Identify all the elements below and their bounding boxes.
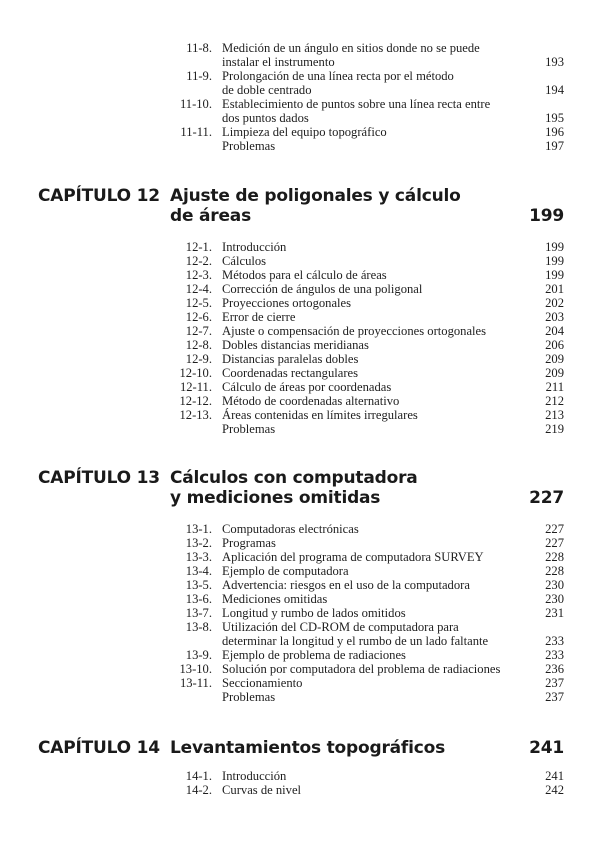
page-number: 194 — [545, 83, 564, 97]
section-title: Áreas contenidas en límites irregulares — [222, 408, 418, 422]
page-number: 212 — [545, 394, 564, 408]
toc-entry — [0, 380, 600, 394]
chapter-page-number: 227 — [529, 488, 564, 508]
section-number: 12-8. — [185, 338, 212, 352]
section-title: Seccionamiento — [222, 676, 303, 690]
chapter-label: CAPÍTULO 12 — [38, 186, 160, 206]
toc-entry — [0, 296, 600, 310]
page-number: 230 — [545, 578, 564, 592]
page-number: 241 — [545, 769, 564, 783]
toc-entry — [0, 310, 600, 324]
page-number: 236 — [545, 662, 564, 676]
section-title: instalar el instrumento — [222, 55, 335, 69]
section-number: 12-11. — [179, 380, 212, 394]
page-number: 211 — [545, 380, 564, 394]
section-number: 13-5. — [185, 578, 212, 592]
section-title: Cálculos — [222, 254, 267, 268]
section-number: 11-9. — [186, 69, 212, 83]
section-number: 13-4. — [185, 564, 212, 578]
section-number: 13-1. — [185, 522, 212, 536]
toc-entry — [0, 338, 600, 352]
toc-entry — [0, 578, 600, 592]
section-title: Prolongación de una línea recta por el método — [222, 69, 454, 83]
toc-entry — [0, 41, 600, 55]
chapter-page-number: 241 — [529, 738, 564, 758]
chapter-label: CAPÍTULO 13 — [38, 468, 160, 488]
section-number: 11-11. — [180, 125, 212, 139]
toc-entry — [0, 783, 600, 797]
chapter-label: CAPÍTULO 14 — [38, 738, 160, 758]
section-title: Medición de un ángulo en sitios donde no se puede — [222, 41, 480, 55]
toc-entry-continuation — [0, 83, 600, 97]
section-title: Problemas — [222, 690, 276, 704]
section-title: Distancias paralelas dobles — [222, 352, 359, 366]
page-number: 206 — [545, 338, 564, 352]
section-number: 12-3. — [185, 268, 212, 282]
toc-entry — [0, 522, 600, 536]
section-number: 13-2. — [185, 536, 212, 550]
page-number: 199 — [545, 254, 564, 268]
toc-entry — [0, 606, 600, 620]
section-number: 12-7. — [185, 324, 212, 338]
section-number: 13-11. — [179, 676, 212, 690]
section-number: 13-10. — [179, 662, 212, 676]
toc-entry — [0, 550, 600, 564]
section-number: 14-2. — [185, 783, 212, 797]
section-title: Proyecciones ortogonales — [222, 296, 352, 310]
chapter-title: y mediciones omitidas — [170, 488, 381, 508]
page-number: 213 — [545, 408, 564, 422]
toc-entry — [0, 282, 600, 296]
section-title: Métodos para el cálculo de áreas — [222, 268, 387, 282]
page-number: 202 — [545, 296, 564, 310]
section-title: Cálculo de áreas por coordenadas — [222, 380, 392, 394]
page-number: 204 — [545, 324, 564, 338]
section-number: 12-6. — [185, 310, 212, 324]
section-title: dos puntos dados — [222, 111, 309, 125]
section-title: Corrección de ángulos de una poligonal — [222, 282, 423, 296]
toc-entry — [0, 366, 600, 380]
section-number: 11-10. — [179, 97, 212, 111]
section-number: 12-1. — [185, 240, 212, 254]
section-title: Error de cierre — [222, 310, 296, 324]
section-title: Utilización del CD-ROM de computadora para — [222, 620, 459, 634]
section-number: 14-1. — [185, 769, 212, 783]
page-number: 228 — [545, 550, 564, 564]
section-title: Mediciones omitidas — [222, 592, 328, 606]
toc-entry — [0, 408, 600, 422]
section-number: 11-8. — [186, 41, 212, 55]
page-number: 195 — [545, 111, 564, 125]
toc-entry — [0, 648, 600, 662]
toc-entry — [0, 394, 600, 408]
section-title: Ajuste o compensación de proyecciones ortogonales — [222, 324, 487, 338]
toc-entry — [0, 97, 600, 111]
chapter-title: Ajuste de poligonales y cálculo — [170, 186, 461, 206]
page-number: 219 — [545, 422, 564, 436]
section-title: de doble centrado — [222, 83, 312, 97]
section-number: 12-4. — [185, 282, 212, 296]
page-number: 201 — [545, 282, 564, 296]
section-title: Solución por computadora del problema de radiaciones — [222, 662, 501, 676]
toc-entry — [0, 125, 600, 139]
chapter-title: Cálculos con computadora — [170, 468, 418, 488]
section-title: Ejemplo de problema de radiaciones — [222, 648, 406, 662]
toc-entry — [0, 352, 600, 366]
toc-entry — [0, 324, 600, 338]
page-number: 197 — [545, 139, 564, 153]
chapter-page-number: 199 — [529, 206, 564, 226]
section-number: 13-6. — [185, 592, 212, 606]
toc-entry — [0, 254, 600, 268]
section-title: Establecimiento de puntos sobre una línea recta entre — [222, 97, 491, 111]
page-number: 227 — [545, 536, 564, 550]
page-number: 193 — [545, 55, 564, 69]
page-number: 227 — [545, 522, 564, 536]
section-number: 13-9. — [185, 648, 212, 662]
toc-entry — [0, 240, 600, 254]
section-title: Problemas — [222, 422, 276, 436]
section-title: Programas — [222, 536, 276, 550]
toc-entry-continuation — [0, 111, 600, 125]
section-title: Longitud y rumbo de lados omitidos — [222, 606, 406, 620]
section-title: Dobles distancias meridianas — [222, 338, 369, 352]
section-number: 12-2. — [185, 254, 212, 268]
section-number: 13-7. — [185, 606, 212, 620]
page-number: 237 — [545, 690, 564, 704]
page-number: 199 — [545, 268, 564, 282]
section-number: 12-5. — [185, 296, 212, 310]
section-title: Ejemplo de computadora — [222, 564, 349, 578]
section-number: 12-13. — [179, 408, 212, 422]
toc-entry — [0, 592, 600, 606]
toc-entry — [0, 662, 600, 676]
toc-entry — [0, 268, 600, 282]
page-number: 228 — [545, 564, 564, 578]
section-title: Limpieza del equipo topográfico — [222, 125, 387, 139]
section-title: Curvas de nivel — [222, 783, 302, 797]
section-number: 12-12. — [179, 394, 212, 408]
page-number: 231 — [545, 606, 564, 620]
toc-entry-continuation — [0, 634, 600, 648]
page-number: 196 — [545, 125, 564, 139]
page-number: 230 — [545, 592, 564, 606]
section-title: Método de coordenadas alternativo — [222, 394, 400, 408]
toc-entry — [0, 620, 600, 634]
section-title: Computadoras electrónicas — [222, 522, 359, 536]
toc-entry — [0, 564, 600, 578]
toc-entry — [0, 422, 600, 436]
section-title: Coordenadas rectangulares — [222, 366, 359, 380]
section-title: Introducción — [222, 240, 287, 254]
toc-entry-continuation — [0, 55, 600, 69]
page-number: 242 — [545, 783, 564, 797]
section-number: 13-8. — [185, 620, 212, 634]
section-title: Aplicación del programa de computadora SURVEY — [222, 550, 484, 564]
page-number: 209 — [545, 352, 564, 366]
section-title: Advertencia: riesgos en el uso de la computadora — [222, 578, 470, 592]
page-number: 199 — [545, 240, 564, 254]
chapter-title: de áreas — [170, 206, 251, 226]
page-number: 233 — [545, 634, 564, 648]
toc-entry — [0, 139, 600, 153]
section-number: 12-9. — [185, 352, 212, 366]
page-number: 209 — [545, 366, 564, 380]
section-title: Introducción — [222, 769, 287, 783]
toc-entry — [0, 69, 600, 83]
toc-entry — [0, 676, 600, 690]
page-number: 203 — [545, 310, 564, 324]
toc-entry — [0, 690, 600, 704]
toc-entry — [0, 536, 600, 550]
section-number: 13-3. — [185, 550, 212, 564]
chapter-title: Levantamientos topográficos — [170, 738, 446, 758]
section-title: determinar la longitud y el rumbo de un lado faltante — [222, 634, 489, 648]
section-number: 12-10. — [179, 366, 212, 380]
page-number: 233 — [545, 648, 564, 662]
toc-entry — [0, 769, 600, 783]
section-title: Problemas — [222, 139, 276, 153]
page-number: 237 — [545, 676, 564, 690]
